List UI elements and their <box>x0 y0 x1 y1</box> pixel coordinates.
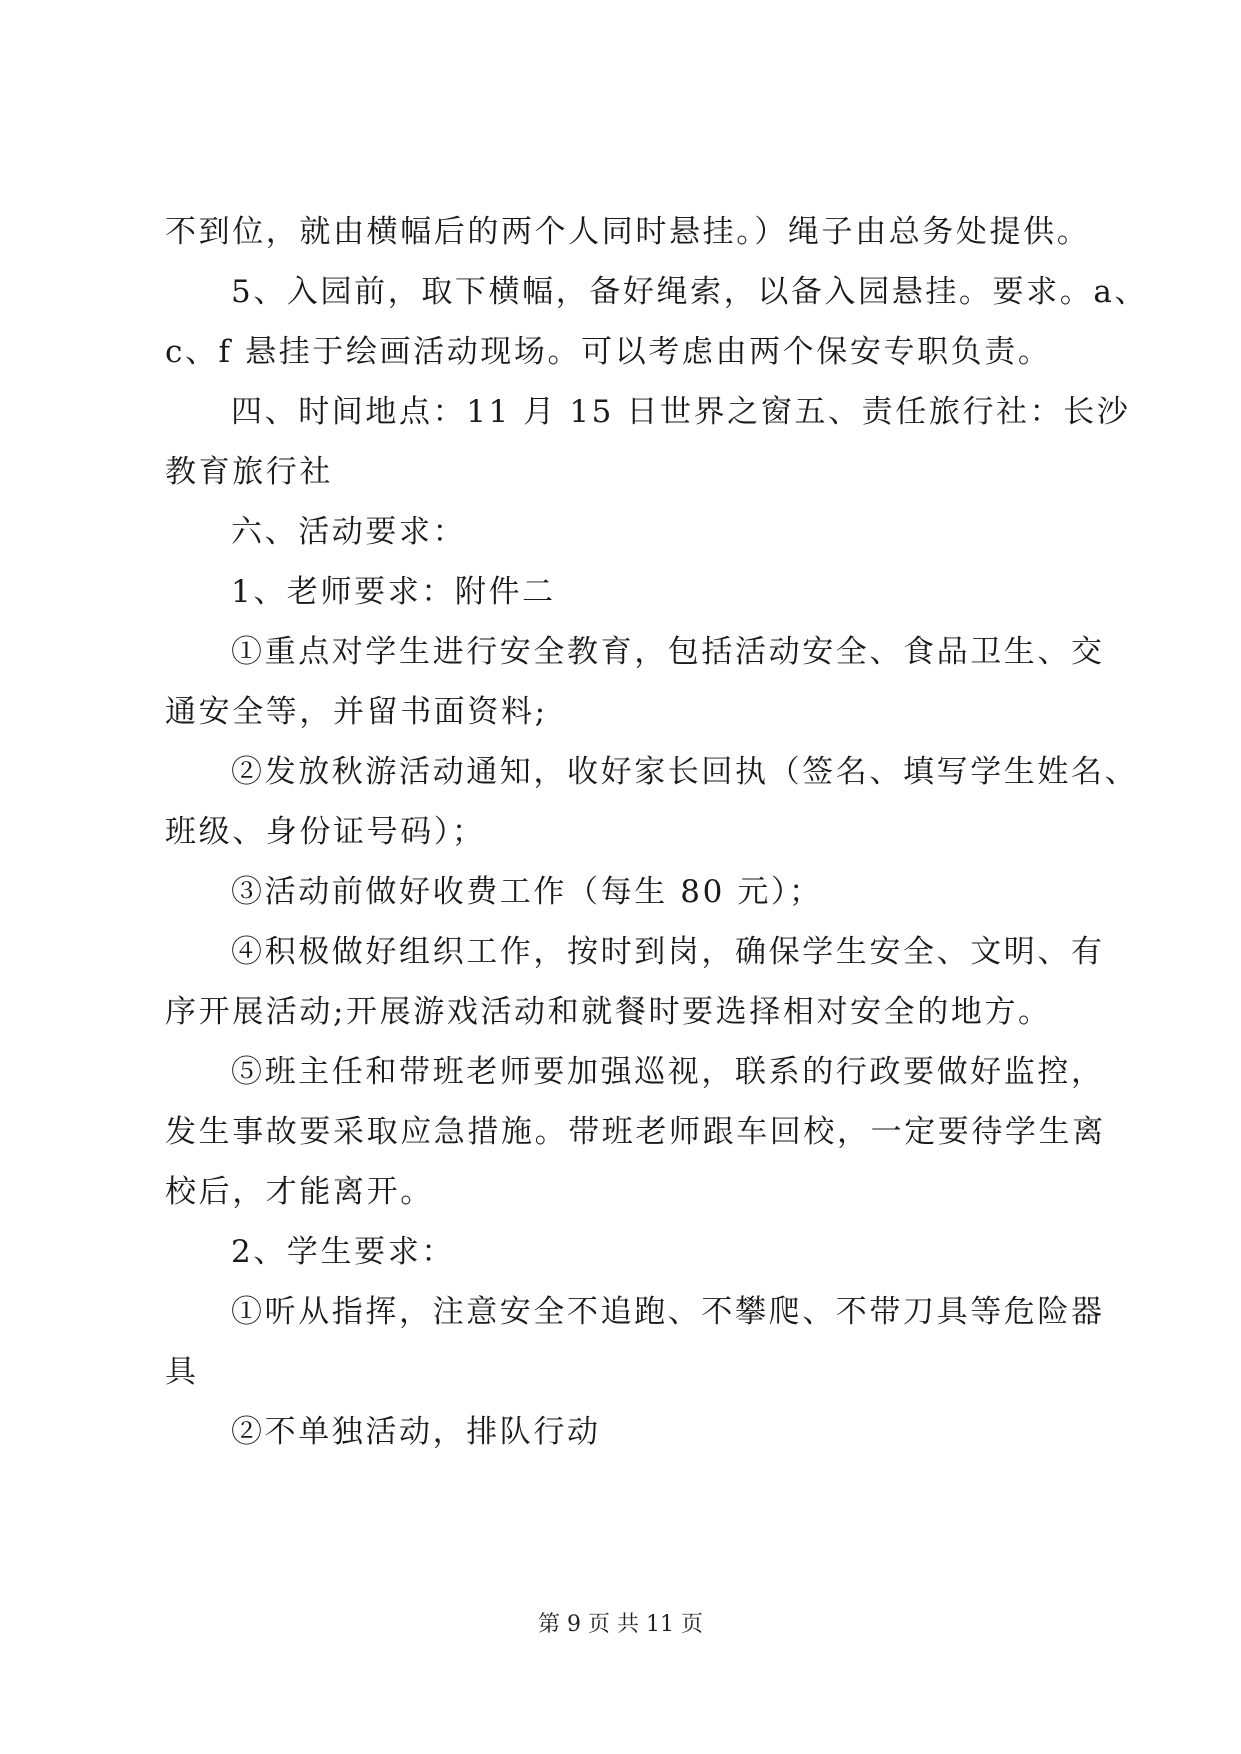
text-line-2: 5、入园前，取下横幅，备好绳索，以备入园悬挂。要求。a、 <box>231 274 1149 310</box>
text-line-15: ⑤班主任和带班老师要加强巡视，联系的行政要做好监控， <box>231 1054 1105 1090</box>
text-line-13: ④积极做好组织工作，按时到岗，确保学生安全、文明、有 <box>231 934 1105 970</box>
text-line-1: 不到位，就由横幅后的两个人同时悬挂。）绳子由总务处提供。 <box>165 214 1091 250</box>
section-heading-requirements: 六、活动要求： <box>231 514 467 550</box>
text-line-21: ②不单独活动，排队行动 <box>231 1414 601 1450</box>
page-number-footer: 第 9 页 共 11 页 <box>538 1612 703 1637</box>
subheading-teacher-requirements: 1、老师要求：附件二 <box>231 574 556 610</box>
text-line-14: 序开展活动;开展游戏活动和就餐时要选择相对安全的地方。 <box>165 994 1052 1030</box>
text-line-10: ②发放秋游活动通知，收好家长回执（签名、填写学生姓名、 <box>231 754 1139 790</box>
text-line-12: ③活动前做好收费工作（每生 80 元）； <box>231 874 823 910</box>
text-line-17: 校后，才能离开。 <box>165 1174 434 1210</box>
text-line-5: 教育旅行社 <box>165 454 333 490</box>
text-line-16: 发生事故要采取应急措施。带班老师跟车回校，一定要待学生离 <box>165 1114 1106 1150</box>
text-line-11: 班级、身份证号码）； <box>165 814 486 850</box>
text-line-8: ①重点对学生进行安全教育，包括活动安全、食品卫生、交 <box>231 634 1105 670</box>
text-line-19: ①听从指挥，注意安全不追跑、不攀爬、不带刀具等危险器 <box>231 1294 1105 1330</box>
text-line-20: 具 <box>165 1354 199 1390</box>
text-line-9: 通安全等，并留书面资料; <box>165 694 548 730</box>
text-line-4: 四、时间地点：11 月 15 日世界之窗五、责任旅行社：长沙 <box>231 394 1131 430</box>
text-line-3: c、f 悬挂于绘画活动现场。可以考虑由两个保安专职负责。 <box>165 334 1052 370</box>
subheading-student-requirements: 2、学生要求： <box>231 1234 455 1270</box>
